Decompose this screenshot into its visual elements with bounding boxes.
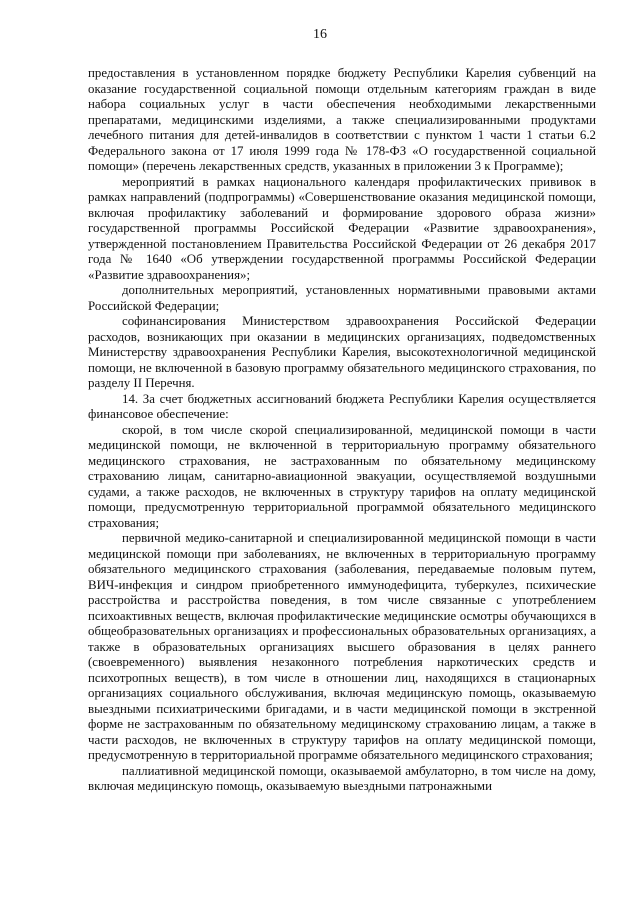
paragraph: первичной медико-санитарной и специализированной медицинской помощи в части медицинской помощи при заболеваниях, не включенных в территориальную программу обязательного медицинского страхования (заболевания, передаваемые половым путем, ВИЧ-инфекция и синдром приобретенного иммунодефицита, туберкулез, психические расстройства и расстройства поведения, в том числе связанные с употреблением психоактивных веществ, включая профилактические медицинские осмотры обучающихся в общеобразовательных организациях и профессиональных образовательных организациях, а также в образовательных организациях высшего образования в целях раннего (своевременного) выявления незаконного потребления наркотических средств и психотропных веществ), в том числе в отношении лиц, находящихся в стационарных организациях социального обслуживания, включая медицинскую помощь, оказываемую выездными психиатрическими бригадами, и в части медицинской помощи в экстренной форме не застрахованным по обязательному медицинскому страхованию лицам, а также в части расходов, не включенных в структуру тарифов на оплату медицинской помощи, предусмотренную в территориальной программе обязательного медицинского страхования; (88, 531, 596, 762)
page-number: 16 (313, 27, 327, 42)
paragraph: предоставления в установленном порядке бюджету Республики Карелия субвенций на оказание государственной социальной помощи отдельным категориям граждан в виде набора социальных услуг в части обеспечения необходимыми лекарственными препаратами, медицинскими изделиями, а также специализированными продуктами лечебного питания для детей-инвалидов в соответствии с пунктом 1 части 1 статьи 6.2 Федерального закона от 17 июля 1999 года № 178-ФЗ «О государственной социальной помощи» (перечень лекарственных средств, указанных в приложении 3 к Программе); (88, 66, 596, 173)
paragraph: 14. За счет бюджетных ассигнований бюджета Республики Карелия осуществляется финансовое обеспечение: (88, 391, 596, 421)
paragraph: софинансирования Министерством здравоохранения Российской Федерации расходов, возникающих при оказании в медицинских организациях, подведомственных Министерству здравоохранения Республики Карелия, высокотехнологичной медицинской помощи, не включенной в базовую программу обязательного медицинского страхования, по разделу II Перечня. (88, 314, 596, 390)
paragraph: дополнительных мероприятий, установленных нормативными правовыми актами Российской Федерации; (88, 283, 596, 313)
paragraph: скорой, в том числе скорой специализированной, медицинской помощи в части медицинской помощи, не включенной в территориальную программу обязательного медицинского страхования, не застрахованным по обязательному медицинскому страхованию лицам, санитарно-авиационной эвакуации, осуществляемой воздушными судами, а также расходов, не включенных в структуру тарифов на оплату медицинской помощи, предусмотренную территориальной программой обязательного медицинского страхования; (88, 422, 596, 530)
paragraph: паллиативной медицинской помощи, оказываемой амбулаторно, в том числе на дому, включая медицинскую помощь, оказываемую выездными патронажными (88, 763, 596, 793)
body-text (88, 66, 596, 795)
paragraph: мероприятий в рамках национального календаря профилактических прививок в рамках направлений (подпрограммы) «Совершенствование оказания медицинской помощи, включая профилактику заболеваний и формирование здорового образа жизни» государственной программы Российской Федерации «Развитие здравоохранения», утвержденной постановлением Правительства Российской Федерации от 26 декабря 2017 года № 1640 «Об утверждении государственной программы Российской Федерации «Развитие здравоохранения»; (88, 174, 596, 282)
